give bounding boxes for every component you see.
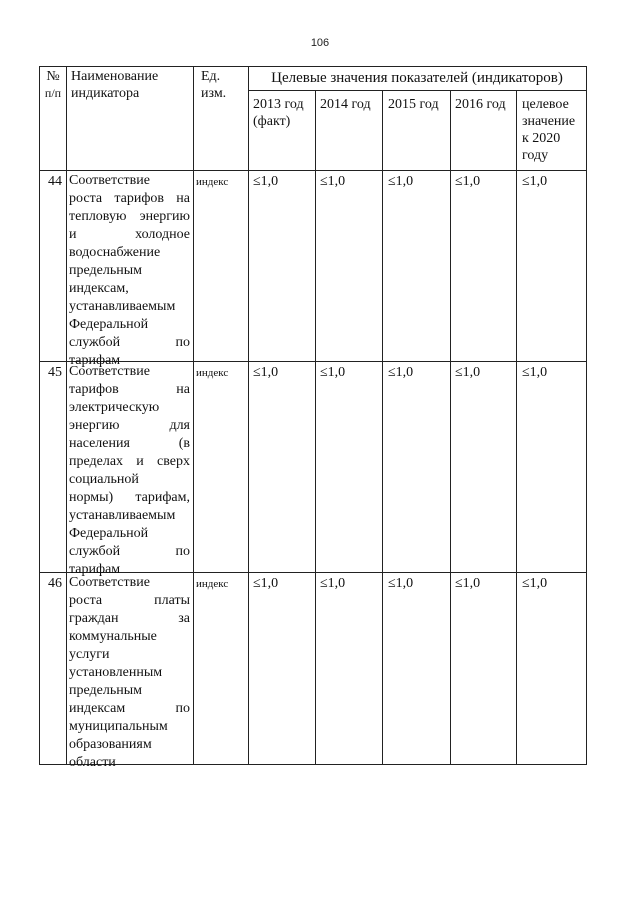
row-44-name-line: предельным [69, 263, 142, 278]
header-name [71, 68, 158, 102]
row-44-name-line: роста тарифов на [69, 191, 190, 206]
header-num-line1: № [46, 69, 60, 84]
col-border-left [39, 66, 40, 765]
row-45-value-2016: ≤1,0 [455, 365, 481, 380]
row-46-name-line: установленным [69, 665, 163, 680]
row-46-name-line: коммунальные [69, 629, 157, 644]
row-46-indicator-name [69, 574, 190, 772]
header-year-2016-line1: 2016 год [455, 97, 506, 112]
header-year-2013-line1: 2013 год [253, 97, 304, 112]
row-44-value-2013: ≤1,0 [253, 174, 279, 189]
row-45-name-line: Соответствие [69, 364, 150, 379]
row-45-name-line: энергию для [69, 418, 190, 433]
header-year-2013-line2: (факт) [253, 114, 291, 129]
row-44-name-line: устанавливаемым [69, 299, 176, 314]
row-46-name-line: роста платы [69, 593, 190, 608]
row-45-value-target: ≤1,0 [522, 365, 548, 380]
table-border-top [39, 66, 586, 67]
row-45-name-line: службой по [69, 544, 190, 559]
row-46-name-line: Соответствие [69, 575, 150, 590]
row-46-value-2016: ≤1,0 [455, 576, 481, 591]
page-number: 106 [310, 37, 330, 49]
header-subdivider [248, 90, 586, 91]
row-44-name-line: службой по [69, 335, 190, 350]
row-46-value-2014: ≤1,0 [320, 576, 346, 591]
row-44-name-line: Соответствие [69, 173, 150, 188]
row-45-name-line: населения (в [69, 436, 190, 451]
header-year-2014-line1: 2014 год [320, 97, 371, 112]
header-target-2020-line4: году [522, 148, 549, 163]
col-border-2015-2016 [450, 90, 451, 765]
row-45-indicator-name [69, 363, 190, 579]
row-44-name-line: индексам, [69, 281, 129, 296]
header-unit-line2: изм. [201, 86, 227, 101]
row-45-name-line: социальной [69, 472, 139, 487]
row-44-value-target: ≤1,0 [522, 174, 548, 189]
row-46-name-line: граждан за [69, 611, 190, 626]
row-45-name-line: тарифам [69, 562, 121, 577]
row-44-number: 44 [48, 174, 62, 189]
col-border-right [586, 66, 587, 765]
row-44-indicator-name [69, 172, 190, 370]
row-45-name-line: тарифов на [69, 382, 190, 397]
header-num-line2: п/п [44, 86, 62, 100]
header-num [41, 68, 65, 102]
row-44-value-2015: ≤1,0 [388, 174, 414, 189]
row-44-name-line: Федеральной [69, 317, 149, 332]
row-46-name-line: индексам по [69, 701, 190, 716]
header-targets: Целевые значения показателей (индикаторов) [271, 70, 563, 86]
row-46-name-line: образованиям [69, 737, 152, 752]
header-year-2016 [455, 96, 506, 113]
header-bottom-border [39, 170, 586, 171]
row-45-value-2015: ≤1,0 [388, 365, 414, 380]
header-unit-line1: Ед. [201, 69, 221, 84]
row-44-name-line: тарифам [69, 353, 121, 368]
row-45-unit: индекс [196, 367, 229, 379]
header-year-2015 [388, 96, 439, 113]
header-target-2020-line1: целевое [522, 97, 569, 112]
row-46-unit: индекс [196, 578, 229, 590]
row-46-name-line: предельным [69, 683, 142, 698]
col-border-num-name [66, 66, 67, 765]
row-44-name-line: водоснабжение [69, 245, 161, 260]
row-45-value-2014: ≤1,0 [320, 365, 346, 380]
row-44-value-2016: ≤1,0 [455, 174, 481, 189]
header-target-2020-line3: к 2020 [522, 131, 561, 146]
row-44-value-2014: ≤1,0 [320, 174, 346, 189]
header-target-2020 [522, 96, 575, 164]
col-border-2016-target [516, 90, 517, 765]
row-45-name-line: пределах и сверх [69, 454, 190, 469]
header-year-2014 [320, 96, 371, 113]
col-border-2014-2015 [382, 90, 383, 765]
row-46-name-line: муниципальным [69, 719, 168, 734]
col-border-2013-2014 [315, 90, 316, 765]
header-name-line2: индикатора [71, 86, 140, 101]
row-46-value-2015: ≤1,0 [388, 576, 414, 591]
col-border-name-unit [193, 66, 194, 765]
row-44-unit: индекс [196, 176, 229, 188]
row-45-name-line: устанавливаемым [69, 508, 176, 523]
row-46-name-line: услуги [69, 647, 110, 662]
row-44-name-line: тепловую энергию [69, 209, 190, 224]
header-unit [201, 68, 226, 102]
row-46-value-target: ≤1,0 [522, 576, 548, 591]
header-year-2013 [253, 96, 304, 130]
col-border-unit-2013 [248, 66, 249, 765]
row-45-number: 45 [48, 365, 62, 380]
row-45-value-2013: ≤1,0 [253, 365, 279, 380]
header-target-2020-line2: значение [522, 114, 576, 129]
row-45-name-line: электрическую [69, 400, 160, 415]
row-46-number: 46 [48, 576, 62, 591]
row-45-name-line: Федеральной [69, 526, 149, 541]
row-44-name-line: и холодное [69, 227, 190, 242]
row-45-name-line: нормы) тарифам, [69, 490, 190, 505]
row-46-name-line: области [69, 755, 116, 770]
row-46-value-2013: ≤1,0 [253, 576, 279, 591]
header-name-line1: Наименование [71, 69, 159, 84]
header-year-2015-line1: 2015 год [388, 97, 439, 112]
